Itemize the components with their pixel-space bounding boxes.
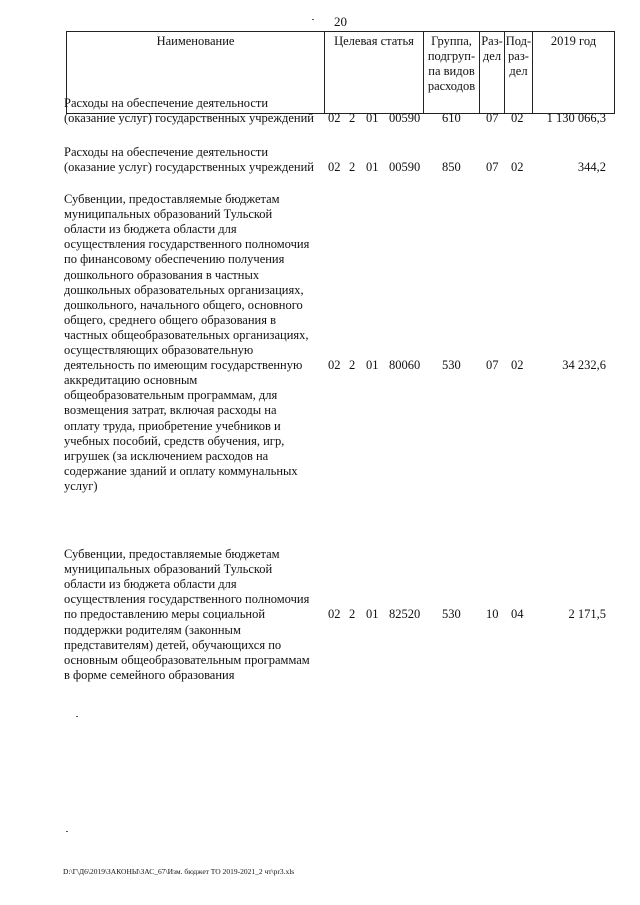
footer-file-path: D:\Г\Д6\2019\ЗАКОНЫ\ЗАС_67\Изм. бюджет ТО 2019-2021_2 чт\pr3.xls	[63, 867, 295, 876]
row-name-line: в форме семейного образования	[64, 667, 235, 682]
row-name-line: учебных пособий, средств обучения, игр,	[64, 433, 285, 448]
subsection-code: 02	[511, 358, 524, 373]
amount-2019: 344,2	[577, 160, 606, 175]
target-article-code: 00590	[389, 111, 421, 126]
header-group: Группа, подгруп- па видов расходов	[424, 32, 480, 114]
row-name-line: осуществления государственного полномочия	[64, 237, 310, 252]
target-article-code: 01	[366, 160, 379, 175]
row-name-line: по предоставлению меры социальной	[64, 607, 266, 622]
target-article-code: 2	[349, 160, 356, 175]
group-code: 610	[442, 111, 461, 126]
row-name-line: области из бюджета области для	[64, 222, 237, 237]
target-article-code: 02	[328, 111, 341, 126]
row-name-line: дошкольного образования в частных	[64, 267, 260, 282]
target-article-code: 01	[366, 607, 379, 622]
row-name-line: по финансовому обеспечению получения	[64, 252, 285, 267]
row-name-line: дошкольного, начального общего, основного	[64, 297, 303, 312]
scan-speck	[76, 716, 78, 717]
header-subsection: Под- раз- дел	[505, 32, 533, 114]
page-number: 20	[334, 14, 347, 29]
target-article-code: 2	[349, 607, 356, 622]
row-name-line: (оказание услуг) государственных учреждений	[64, 160, 314, 175]
section-code: 10	[486, 607, 499, 622]
row-name-line: Субвенции, предоставляемые бюджетам	[64, 547, 280, 561]
subsection-code: 04	[511, 607, 524, 622]
amount-2019: 1 130 066,3	[546, 111, 606, 126]
target-article-code: 80060	[389, 358, 421, 373]
row-name-line: деятельность по имеющим государственную	[64, 358, 303, 373]
header-year: 2019 год	[533, 32, 615, 114]
target-article-code: 01	[366, 358, 379, 373]
row-name-line: муниципальных образований Тульской	[64, 207, 273, 222]
header-target-article: Целевая статья	[325, 32, 424, 114]
row-name-line: основным общеобразовательным программам	[64, 652, 310, 667]
row-name-line: Субвенции, предоставляемые бюджетам	[64, 192, 280, 206]
row-name-line: услуг)	[64, 478, 98, 493]
subsection-code: 02	[511, 160, 524, 175]
row-name-line: оплату труда, приобретение учебников и	[64, 418, 281, 433]
group-code: 850	[442, 160, 461, 175]
group-code: 530	[442, 358, 461, 373]
row-name-line: аккредитацию основным	[64, 373, 198, 388]
row-name-line: Расходы на обеспечение деятельности	[64, 96, 269, 110]
section-code: 07	[486, 358, 499, 373]
target-article-code: 2	[349, 358, 356, 373]
row-name-line: общего, среднего общего образования в	[64, 312, 277, 327]
row-name-line: Расходы на обеспечение деятельности	[64, 145, 269, 159]
row-name-line: (оказание услуг) государственных учреждений	[64, 111, 314, 126]
row-name-line: общеобразовательным программам, для	[64, 388, 278, 403]
scan-speck	[66, 831, 68, 832]
target-article-code: 01	[366, 111, 379, 126]
amount-2019: 2 171,5	[568, 607, 606, 622]
target-article-code: 02	[328, 358, 341, 373]
target-article-code: 00590	[389, 160, 421, 175]
amount-2019: 34 232,6	[562, 358, 606, 373]
target-article-code: 2	[349, 111, 356, 126]
target-article-code: 82520	[389, 607, 421, 622]
target-article-code: 02	[328, 607, 341, 622]
row-name-line: области из бюджета области для	[64, 577, 237, 592]
row-name-line: представителям) детей, обучающихся по	[64, 637, 282, 652]
subsection-code: 02	[511, 111, 524, 126]
scan-speck	[312, 19, 314, 20]
row-name-line: содержание зданий и оплату коммунальных	[64, 463, 298, 478]
section-code: 07	[486, 160, 499, 175]
section-code: 07	[486, 111, 499, 126]
row-name-line: муниципальных образований Тульской	[64, 562, 273, 577]
row-name-line: игрушек (за исключением расходов на	[64, 448, 269, 463]
row-name-line: возмещения затрат, включая расходы на	[64, 403, 277, 418]
header-name: Наименование	[67, 32, 325, 114]
target-article-code: 02	[328, 160, 341, 175]
row-name-line: поддержки родителям (законным	[64, 622, 241, 637]
group-code: 530	[442, 607, 461, 622]
header-section: Раз- дел	[480, 32, 505, 114]
row-name-line: осуществляющих образовательную	[64, 343, 254, 357]
row-name-line: частных общеобразовательных организациях,	[64, 327, 309, 342]
row-name-line: дошкольных образовательных организациях,	[64, 282, 304, 297]
row-name-line: осуществления государственного полномочия	[64, 592, 310, 607]
